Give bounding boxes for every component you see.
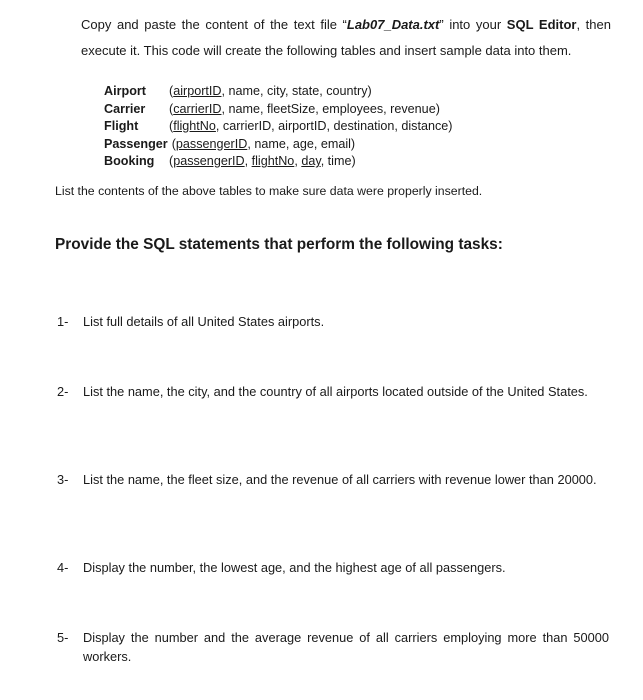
task-item <box>57 470 609 489</box>
key-column: flightNo <box>173 119 216 133</box>
column-list: , carrierID, airportID, destination, distance) <box>215 119 453 133</box>
task-item <box>57 312 609 331</box>
table-row <box>104 101 452 119</box>
task-number: 3- <box>57 472 69 487</box>
table-row <box>104 153 452 171</box>
column-list: , time) <box>320 154 356 168</box>
tasks-heading: Provide the SQL statements that perform the following tasks: <box>55 236 503 253</box>
table-row <box>104 136 452 154</box>
intro-paragraph <box>81 12 611 64</box>
task-item <box>57 628 609 666</box>
key-column: flightNo <box>251 154 295 168</box>
task-number: 1- <box>57 314 69 329</box>
table-row <box>104 83 452 101</box>
task-item <box>57 558 609 577</box>
intro-text-3: , then execute it. This code will create the following tables and insert sample data into them. <box>81 17 611 58</box>
table-columns: (airportID, name, city, state, country) <box>169 84 372 98</box>
sql-editor-label: SQL Editor <box>506 17 577 32</box>
table-name: Airport <box>104 84 146 98</box>
table-name: Flight <box>104 119 139 133</box>
task-text: List full details of all United States airports. <box>83 314 325 329</box>
task-text: List the name, the city, and the country of all airports located outside of the United States. <box>83 384 588 399</box>
key-column: airportID <box>173 84 222 98</box>
task-text: Display the number, the lowest age, and the highest age of all passengers. <box>83 560 506 575</box>
list-contents-note: List the contents of the above tables to make sure data were properly inserted. <box>55 184 483 198</box>
table-row <box>104 118 452 136</box>
task-text: Display the number and the average revenue of all carriers employing more than 50000 workers. <box>83 630 609 664</box>
table-columns: (carrierID, name, fleetSize, employees, revenue) <box>169 101 440 116</box>
table-columns: (passengerID, name, age, email) <box>171 136 356 151</box>
key-column: passengerID <box>175 136 248 151</box>
column-list: , name, age, email) <box>247 136 356 151</box>
table-name: Passenger <box>104 136 168 151</box>
table-name: Carrier <box>104 101 146 116</box>
table-schema-list <box>104 83 452 171</box>
task-number: 5- <box>57 630 69 645</box>
task-item <box>57 382 609 401</box>
intro-text-1: Copy and paste the content of the text file “ <box>81 17 347 32</box>
table-columns: (flightNo, carrierID, airportID, destination, distance) <box>169 119 453 133</box>
key-column: passengerID <box>173 154 245 168</box>
intro-text-2: ” into your <box>439 17 507 32</box>
column-list: , name, fleetSize, employees, revenue) <box>221 101 440 116</box>
key-column: day <box>301 154 321 168</box>
task-number: 2- <box>57 384 69 399</box>
key-column: carrierID <box>173 101 222 116</box>
task-number: 4- <box>57 560 69 575</box>
table-name: Booking <box>104 154 155 168</box>
table-columns: (passengerID, flightNo, day, time) <box>169 154 356 168</box>
task-text: List the name, the fleet size, and the revenue of all carriers with revenue lower than 20000. <box>83 472 597 487</box>
data-filename: Lab07_Data.txt <box>346 17 440 32</box>
column-list: , name, city, state, country) <box>221 84 372 98</box>
